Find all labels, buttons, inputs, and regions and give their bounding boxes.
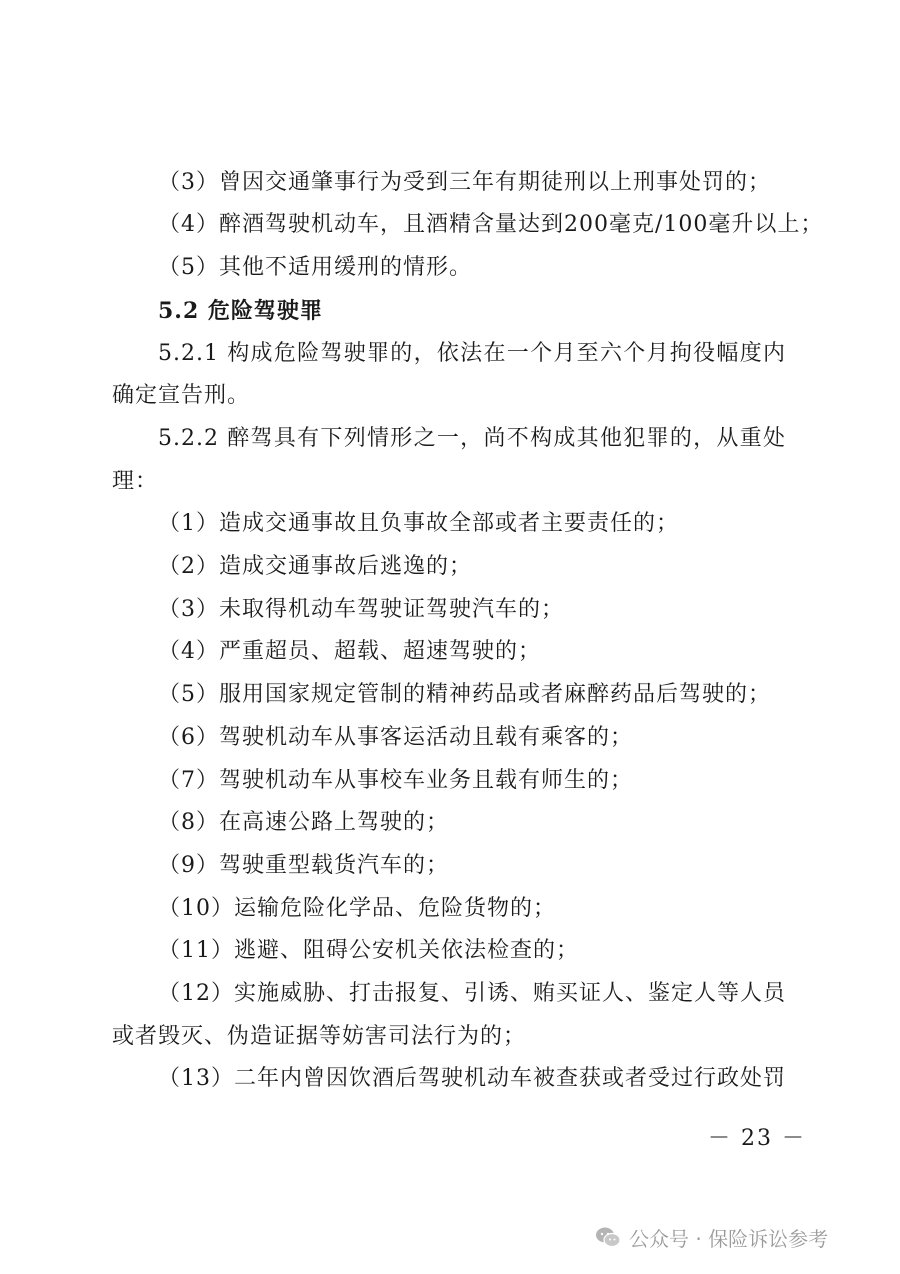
- wechat-icon: [595, 1226, 621, 1248]
- list-item: （13）二年内曾因饮酒后驾驶机动车被查获或者受过行政处罚: [158, 1066, 786, 1091]
- list-item: （12）实施威胁、打击报复、引诱、贿买证人、鉴定人等人员: [158, 981, 786, 1006]
- list-item: （11）逃避、阻碍公安机关依法检查的；: [158, 938, 579, 963]
- paragraph-line: （4）醉酒驾驶机动车，且酒精含量达到200毫克/100毫升以上；: [158, 212, 824, 237]
- paragraph-line: 确定宣告刑。: [112, 383, 251, 408]
- list-item: （9）驾驶重型载货汽车的；: [158, 853, 449, 878]
- page-number: － 23 －: [708, 1126, 806, 1151]
- list-item: （1）造成交通事故且负事故全部或者主要责任的；: [158, 511, 679, 536]
- section-heading: 5.2 危险驾驶罪: [158, 298, 323, 324]
- paragraph-line: 理：: [112, 469, 159, 494]
- watermark: [595, 1222, 828, 1252]
- list-item: （6）驾驶机动车从事客运活动且载有乘客的；: [158, 725, 633, 750]
- paragraph-line: （5）其他不适用缓刑的情形。: [158, 255, 472, 280]
- list-item: （7）驾驶机动车从事校车业务且载有师生的；: [158, 768, 633, 793]
- list-item-continuation: 或者毁灭、伪造证据等妨害司法行为的；: [112, 1024, 527, 1049]
- list-item: （4）严重超员、超载、超速驾驶的；: [158, 639, 541, 664]
- paragraph-line: 5.2.2 醉驾具有下列情形之一，尚不构成其他犯罪的，从重处: [158, 426, 786, 451]
- list-item: （3）未取得机动车驾驶证驾驶汽车的；: [158, 597, 564, 622]
- list-item: （2）造成交通事故后逃逸的；: [158, 554, 472, 579]
- paragraph-line: 5.2.1 构成危险驾驶罪的，依法在一个月至六个月拘役幅度内: [158, 341, 786, 366]
- list-item: （5）服用国家规定管制的精神药品或者麻醉药品后驾驶的；: [158, 682, 771, 707]
- list-item: （8）在高速公路上驾驶的；: [158, 810, 449, 835]
- list-item: （10）运输危险化学品、危险货物的；: [158, 896, 556, 921]
- paragraph-line: （3）曾因交通肇事行为受到三年有期徒刑以上刑事处罚的；: [158, 170, 771, 195]
- watermark-text: 公众号 · 保险诉讼参考: [629, 1226, 829, 1251]
